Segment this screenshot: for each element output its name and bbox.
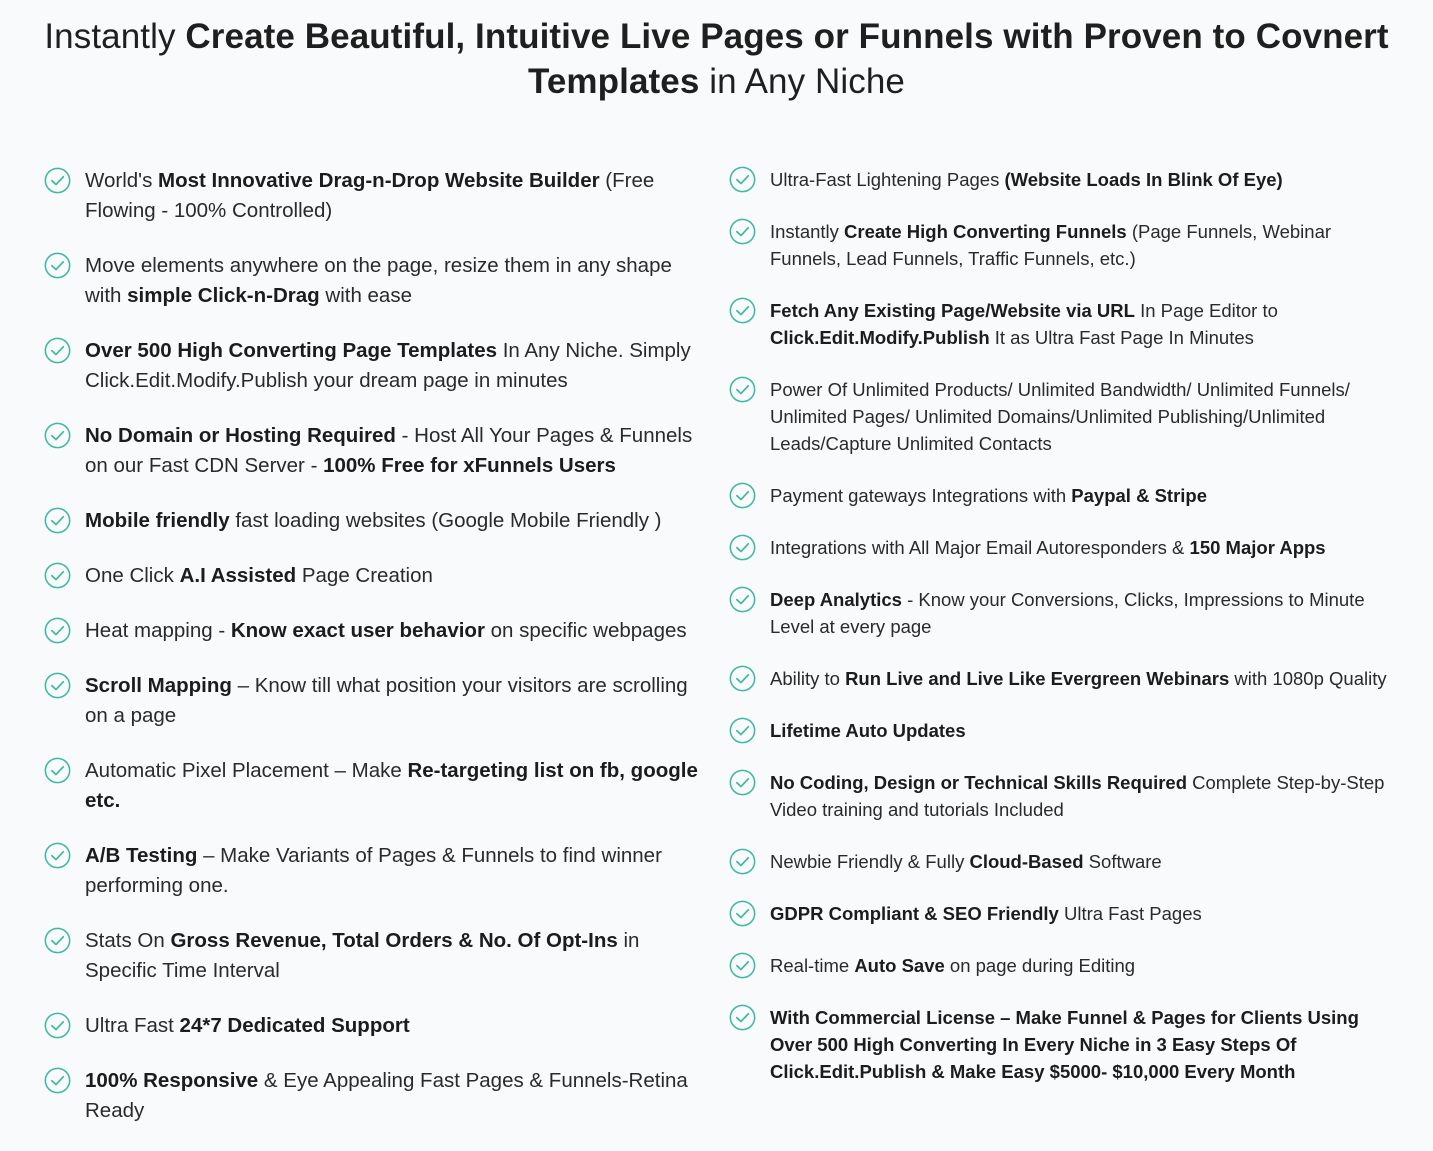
feature-text (85, 251, 704, 311)
feature-text (85, 561, 704, 591)
feature-text (85, 756, 704, 816)
text: Automatic Pixel Placement – Make (85, 759, 408, 782)
feature-text (770, 218, 1389, 272)
text: Page Creation (296, 564, 433, 587)
check-circle-icon (729, 848, 756, 875)
feature-item (44, 166, 704, 226)
text: on specific webpages (484, 619, 687, 642)
feature-item (729, 297, 1389, 351)
page-headline (30, 14, 1403, 104)
bold-text: 150 Major Apps (1189, 537, 1326, 558)
feature-list-left (44, 166, 704, 1151)
check-circle-icon (44, 337, 71, 364)
check-circle-icon (729, 297, 756, 324)
text: - Host All Your Pages & Funnels on our Fast CDN Server - (85, 424, 693, 477)
bold-text: With Commercial License – Make Funnel & Pages for Clients Using Over 500 High Converting In Every Niche in 3 Easy Steps Of Click.Edit.Publish & Make Easy $5000- $10,000 Every Month (770, 1007, 1359, 1082)
feature-text (770, 952, 1389, 979)
feature-text (770, 376, 1389, 457)
feature-item (729, 1004, 1389, 1085)
bold-text: Paypal & Stripe (1071, 485, 1208, 506)
feature-text (85, 1011, 704, 1041)
text: In Page Editor to (1134, 300, 1278, 321)
bold-text: No Domain or Hosting Required (85, 424, 396, 447)
bold-text: Mobile friendly (85, 509, 230, 532)
bold-text: Re-targeting list on fb, google etc. (85, 759, 698, 812)
feature-item (44, 421, 704, 481)
bold-text: GDPR Compliant & SEO Friendly (770, 903, 1059, 924)
feature-text (85, 671, 704, 731)
text: World's (85, 169, 159, 192)
bold-text: Run Live and Live Like Evergreen Webinars (845, 668, 1230, 689)
text: (Page Funnels, Webinar Funnels, Lead Funnels, Traffic Funnels, etc.) (770, 221, 1332, 269)
feature-text (85, 166, 704, 226)
feature-text (85, 506, 704, 536)
text: One Click (85, 564, 180, 587)
text: Complete Step-by-Step Video training and tutorials Included (770, 772, 1385, 820)
feature-item (729, 482, 1389, 509)
text: Ultra Fast (85, 1014, 180, 1037)
bold-text: (Website Loads In Blink Of Eye) (1004, 169, 1283, 190)
feature-item (44, 251, 704, 311)
check-circle-icon (729, 900, 756, 927)
feature-item (729, 534, 1389, 561)
feature-item (44, 561, 704, 591)
check-circle-icon (729, 717, 756, 744)
check-circle-icon (729, 482, 756, 509)
feature-text (85, 616, 704, 646)
bold-text: Cloud-Based (969, 851, 1084, 872)
feature-item (729, 586, 1389, 640)
feature-item (729, 166, 1389, 193)
check-circle-icon (44, 1067, 71, 1094)
check-circle-icon (44, 927, 71, 954)
bold-text: 100% Responsive (85, 1069, 259, 1092)
feature-item (44, 1011, 704, 1041)
feature-item (729, 218, 1389, 272)
feature-text (770, 534, 1389, 561)
bold-text: Most Innovative Drag-n-Drop Website Builder (158, 169, 600, 192)
feature-text (85, 926, 704, 986)
feature-item (729, 952, 1389, 979)
feature-item (44, 1066, 704, 1126)
text: Real-time (770, 955, 855, 976)
check-circle-icon (44, 672, 71, 699)
feature-item (729, 900, 1389, 927)
check-circle-icon (729, 376, 756, 403)
check-circle-icon (44, 167, 71, 194)
text: Stats On (85, 929, 171, 952)
bold-text: Create Beautiful, Intuitive Live Pages or Funnels with Proven to Covnert Templates (185, 17, 1389, 101)
text: (Free Flowing - 100% Controlled) (85, 169, 655, 222)
feature-text (770, 900, 1389, 927)
text: in Any Niche (699, 62, 905, 101)
feature-item (729, 848, 1389, 875)
feature-item (44, 756, 704, 816)
feature-item (44, 336, 704, 396)
check-circle-icon (729, 952, 756, 979)
check-circle-icon (44, 757, 71, 784)
bold-text: Auto Save (854, 955, 945, 976)
bold-text: Deep Analytics (770, 589, 902, 610)
feature-text (770, 586, 1389, 640)
feature-text (85, 1066, 704, 1126)
check-circle-icon (729, 166, 756, 193)
text: Ultra-Fast Lightening Pages (770, 169, 1005, 190)
feature-item (44, 841, 704, 901)
text: Power Of Unlimited Products/ Unlimited Bandwidth/ Unlimited Funnels/ Unlimited Pages/ Unlimited Domains/Unlimited Publishing/Unlimited Leads/Capture Unlimited Contacts (770, 379, 1350, 454)
check-circle-icon (729, 218, 756, 245)
bold-text: Fetch Any Existing Page/Website via URL (770, 300, 1135, 321)
feature-item (44, 671, 704, 731)
text: Software (1083, 851, 1162, 872)
bold-text: A.I Assisted (179, 564, 297, 587)
check-circle-icon (44, 252, 71, 279)
text: & Eye Appealing Fast Pages & Funnels-Retina Ready (85, 1069, 688, 1122)
bold-text: Create High Converting Funnels (844, 221, 1127, 242)
text: Ultra Fast Pages (1058, 903, 1202, 924)
text: in Specific Time Interval (85, 929, 640, 982)
feature-item (729, 376, 1389, 457)
check-circle-icon (44, 507, 71, 534)
check-circle-icon (44, 1012, 71, 1039)
check-circle-icon (729, 1004, 756, 1031)
feature-text (770, 482, 1389, 509)
check-circle-icon (44, 562, 71, 589)
bold-text: Lifetime Auto Updates (770, 720, 966, 741)
text: In Any Niche. Simply Click.Edit.Modify.Publish your dream page in minutes (85, 339, 691, 392)
bold-text: Scroll Mapping (85, 674, 232, 697)
text: Instantly (770, 221, 845, 242)
feature-list-right (729, 166, 1389, 1110)
text: - Know your Conversions, Clicks, Impressions to Minute Level at every page (770, 589, 1365, 637)
check-circle-icon (44, 617, 71, 644)
feature-item (44, 926, 704, 986)
feature-text (770, 297, 1389, 351)
text: Newbie Friendly & Fully (770, 851, 970, 872)
check-circle-icon (44, 422, 71, 449)
feature-text (770, 1004, 1389, 1085)
bold-text: Over 500 High Converting Page Templates (85, 339, 498, 362)
text: It as Ultra Fast Page In Minutes (989, 327, 1254, 348)
bold-text: 100% Free for xFunnels Users (323, 454, 616, 477)
bold-text: Know exact user behavior (230, 619, 485, 642)
text: Instantly (44, 17, 186, 56)
check-circle-icon (729, 665, 756, 692)
feature-text (85, 336, 704, 396)
feature-text (770, 717, 1389, 744)
text: fast loading websites (Google Mobile Friendly ) (229, 509, 662, 532)
feature-item (729, 717, 1389, 744)
check-circle-icon (729, 586, 756, 613)
text: – Make Variants of Pages & Funnels to find winner performing one. (85, 844, 662, 897)
feature-text (85, 841, 704, 901)
feature-item (729, 769, 1389, 823)
bold-text: 24*7 Dedicated Support (179, 1014, 410, 1037)
feature-item (729, 665, 1389, 692)
feature-text (770, 848, 1389, 875)
feature-item (44, 616, 704, 646)
check-circle-icon (729, 534, 756, 561)
text: Ability to (770, 668, 846, 689)
bold-text: Gross Revenue, Total Orders & No. Of Opt-Ins (170, 929, 618, 952)
bold-text: simple Click-n-Drag (127, 284, 320, 307)
text: on page during Editing (944, 955, 1136, 976)
bold-text: No Coding, Design or Technical Skills Required (770, 772, 1187, 793)
text: with ease (319, 284, 412, 307)
feature-item (44, 506, 704, 536)
feature-text (770, 665, 1389, 692)
text: – Know till what position your visitors are scrolling on a page (85, 674, 688, 727)
text: with 1080p Quality (1229, 668, 1387, 689)
feature-text (85, 421, 704, 481)
text: Heat mapping - (85, 619, 231, 642)
bold-text: A/B Testing (85, 844, 198, 867)
text: Move elements anywhere on the page, resize them in any shape with (85, 254, 672, 307)
feature-text (770, 769, 1389, 823)
check-circle-icon (44, 842, 71, 869)
text: Payment gateways Integrations with (770, 485, 1072, 506)
check-circle-icon (729, 769, 756, 796)
bold-text: Click.Edit.Modify.Publish (770, 327, 990, 348)
text: Integrations with All Major Email Autoresponders & (770, 537, 1190, 558)
feature-text (770, 166, 1389, 193)
